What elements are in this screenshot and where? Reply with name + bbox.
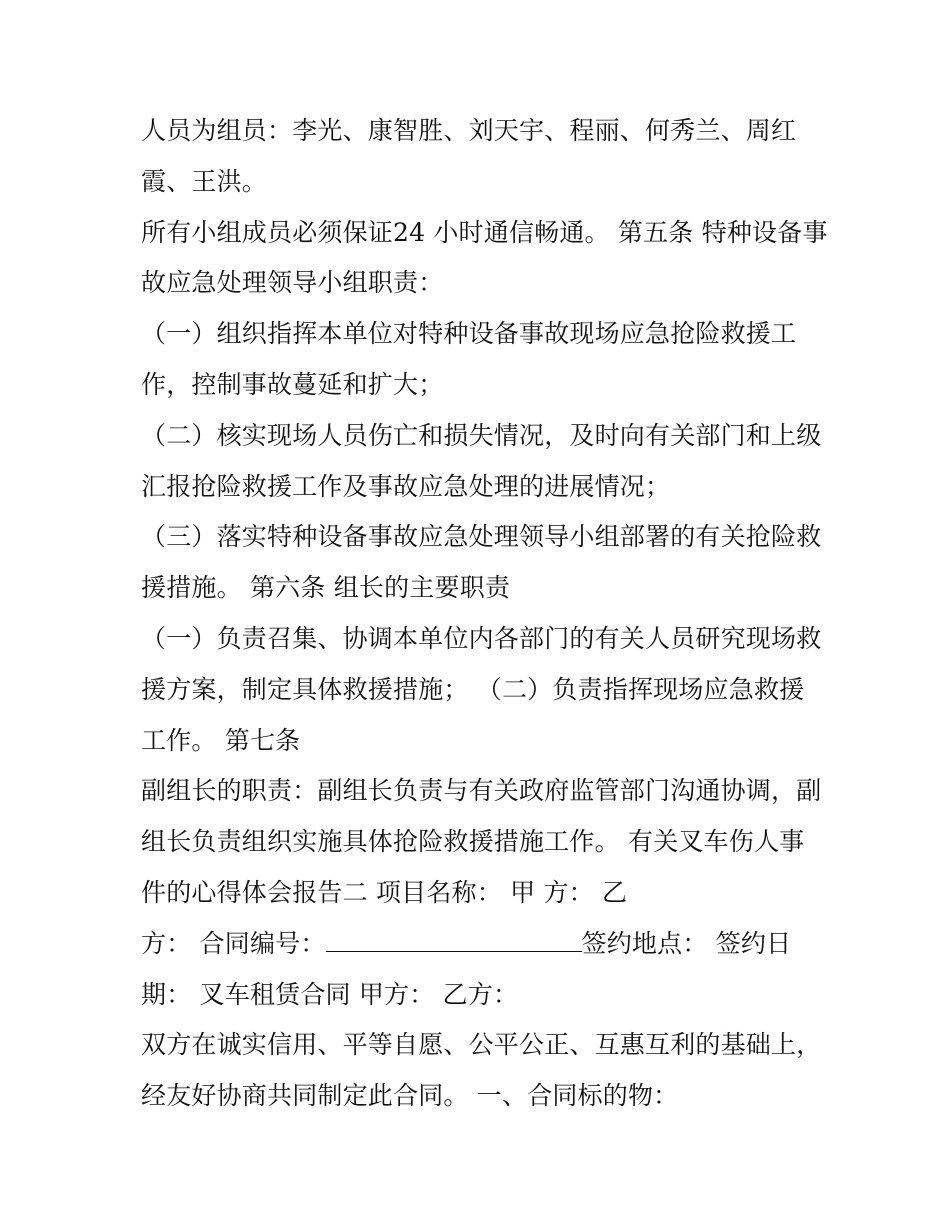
paragraph-team-members (141, 106, 821, 208)
text-line: 霞、王洪。 (141, 166, 268, 196)
paragraph-contract-intro (141, 1020, 821, 1122)
text-line: 工作。 第七条 (141, 725, 301, 755)
contract-number-blank (326, 931, 582, 952)
text-line: 经友好协商共同制定此合同。 一、合同标的物： (141, 1081, 679, 1111)
paragraph-duty-1 (141, 309, 821, 411)
text-line: 期： 叉车租赁合同 甲方： 乙方： (141, 979, 519, 1009)
text-line: （二）核实现场人员伤亡和损失情况，及时向有关部门和上级 (141, 420, 822, 450)
paragraph-deputy-duties (141, 766, 821, 918)
text-line: 件的心得体会报告二 项目名称： 甲 方： 乙 (141, 877, 628, 907)
text-line: 援方案，制定具体救援措施； （二）负责指挥现场应急救援 (141, 674, 805, 704)
text-line: 所有小组成员必须保证24 小时通信畅通。 第五条 特种设备事 (141, 217, 828, 247)
text-line: 作，控制事故蔓延和扩大； (141, 369, 444, 399)
text-line: 援措施。 第六条 组长的主要职责 (141, 573, 511, 603)
text-line: 人员为组员：李光、康智胜、刘天宇、程丽、何秀兰、周红 (141, 116, 797, 145)
text-line: 组长负责组织实施具体抢险救援措施工作。 有关叉车伤人事 (141, 827, 805, 857)
contract-number-label: 方： 合同编号： (141, 928, 326, 958)
paragraph-leader-duties (141, 614, 821, 766)
text-line: （一）组织指挥本单位对特种设备事故现场应急抢险救援工 (141, 319, 797, 349)
paragraph-article-5 (141, 208, 828, 310)
text-line: 双方在诚实信用、平等自愿、公平公正、互惠互利的基础上， (141, 1030, 822, 1060)
text-line: 汇报抢险救援工作及事故应急处理的进展情况； (141, 471, 671, 501)
text-line-with-blank (141, 919, 821, 970)
text-line: 副组长的职责：副组长负责与有关政府监管部门沟通协调，副 (141, 776, 822, 806)
document-body (141, 106, 828, 1122)
text-line: （三）落实特种设备事故应急处理领导小组部署的有关抢险救 (141, 522, 822, 552)
paragraph-contract-header (141, 919, 821, 1021)
signing-place-label: 签约地点： 签约日 (581, 928, 792, 958)
text-line: （一）负责召集、协调本单位内各部门的有关人员研究现场救 (141, 623, 822, 653)
text-line: 故应急处理领导小组职责： (141, 268, 444, 298)
paragraph-duty-2 (141, 411, 821, 513)
paragraph-duty-3 (141, 512, 821, 614)
